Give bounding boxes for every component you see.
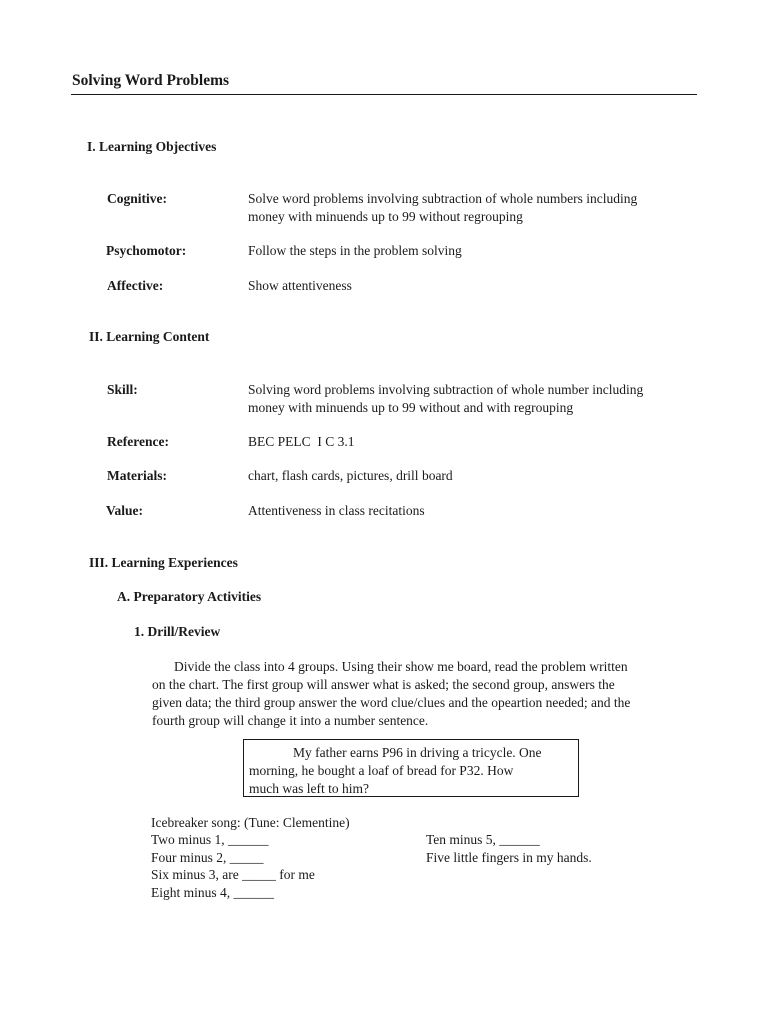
- song-line: Four minus 2, _____: [151, 849, 264, 865]
- label-cognitive: Cognitive:: [107, 191, 167, 206]
- value-reference: BEC PELC I C 3.1: [248, 434, 355, 449]
- label-reference: Reference:: [107, 434, 169, 449]
- song-left-column: [151, 831, 315, 901]
- word-problem-line1-text: My father earns P96 in driving a tricycle. One: [293, 745, 542, 760]
- word-problem-box: [243, 739, 579, 797]
- label-value: Value:: [106, 503, 144, 518]
- song-title: Icebreaker song: (Tune: Clementine): [151, 815, 350, 830]
- section-heading-experiences: III. Learning Experiences: [89, 555, 238, 570]
- song-line: Five little fingers in my hands.: [426, 849, 592, 865]
- section-heading-content: II. Learning Content: [89, 329, 210, 344]
- value-value: Attentiveness in class recitations: [248, 503, 425, 518]
- word-problem-line1: [249, 744, 574, 762]
- label-psychomotor: Psychomotor:: [106, 243, 187, 258]
- value-cognitive: [248, 190, 708, 226]
- value-cognitive-line2: money with minuends up to 99 without regrouping: [248, 209, 523, 224]
- drill-paragraph-line1: [152, 658, 712, 676]
- value-skill-line1: Solving word problems involving subtraction of whole number including: [248, 382, 644, 397]
- value-affective: Show attentiveness: [248, 278, 352, 293]
- drill-paragraph-line4: fourth group will change it into a number sentence.: [152, 713, 429, 728]
- word-problem-line2: morning, he bought a loaf of bread for P32. How: [249, 763, 514, 778]
- drill-paragraph-line3: given data; the third group answer the word clue/clues and the opeartion needed; and the: [152, 695, 631, 710]
- song-line: Eight minus 4, ______: [151, 884, 275, 900]
- title-underline: [71, 94, 697, 95]
- song-right-column: [426, 831, 592, 866]
- drill-paragraph-line1-text: Divide the class into 4 groups. Using their show me board, read the problem written: [174, 659, 628, 674]
- section-heading-objectives: I. Learning Objectives: [87, 139, 217, 154]
- label-skill: Skill:: [107, 382, 138, 397]
- document-title: Solving Word Problems: [72, 72, 230, 89]
- value-materials: chart, flash cards, pictures, drill board: [248, 468, 453, 483]
- song-line: Six minus 3, are _____ for me: [151, 867, 315, 882]
- value-skill-line2: money with minuends up to 99 without and with regrouping: [248, 400, 574, 415]
- value-psychomotor: Follow the steps in the problem solving: [248, 243, 462, 258]
- word-problem-line3: much was left to him?: [249, 781, 369, 796]
- label-materials: Materials:: [107, 468, 167, 483]
- drill-paragraph-line2: on the chart. The first group will answer what is asked; the second group, answers the: [152, 677, 615, 692]
- label-affective: Affective:: [107, 278, 164, 293]
- song-line: Two minus 1, ______: [151, 832, 269, 847]
- drill-paragraph: [152, 658, 712, 730]
- value-skill: [248, 381, 708, 417]
- value-cognitive-line1: Solve word problems involving subtraction of whole numbers including: [248, 191, 638, 206]
- subheading-preparatory: A. Preparatory Activities: [117, 589, 262, 604]
- song-line: Ten minus 5, ______: [426, 832, 540, 847]
- item-drill-review: 1. Drill/Review: [134, 624, 221, 639]
